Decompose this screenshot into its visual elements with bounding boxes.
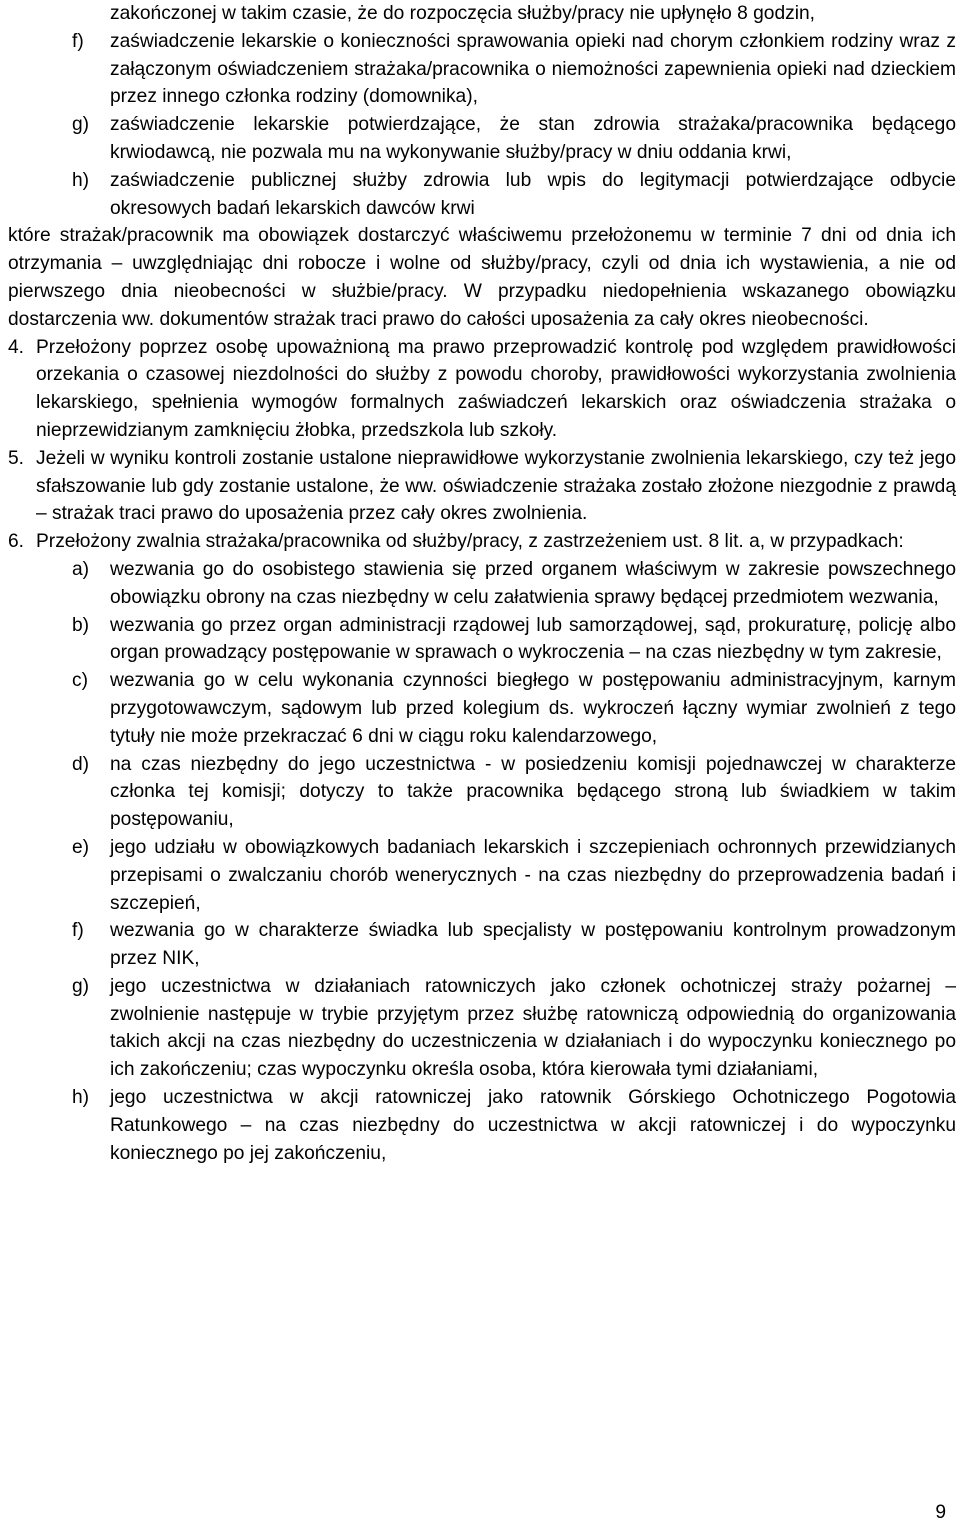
page-number: 9: [935, 1502, 946, 1524]
sub-item-text: jego uczestnictwa w akcji ratowniczej jako ratownik Górskiego Ochotniczego Pogotowia Ratunkowego – na czas niezbędny do uczestnictwa w akcji ratowniczej i do wypoczynku koniecznego po jej zakończeniu,: [110, 1087, 956, 1164]
list-item: [8, 28, 956, 111]
sub-item-text: na czas niezbędny do jego uczestnictwa - w posiedzeniu komisji pojednawczej w charakterze członka tej komisji; dotyczy to także pracownika będącego stroną lub świadkiem w takim postępowaniu,: [110, 753, 956, 831]
numbered-item-text: Przełożony zwalnia strażaka/pracownika od służby/pracy, z zastrzeżeniem ust. 8 lit. a, w przypadkach:: [36, 531, 904, 553]
numbered-item: [8, 528, 956, 556]
continuation-text: zakończonej w takim czasie, że do rozpoczęcia służby/pracy nie upłynęło 8 godzin,: [110, 3, 815, 24]
sub-item-text: jego uczestnictwa w działaniach ratowniczych jako członek ochotniczej straży pożarnej – zwolnienie następuje w trybie przyjętym przez służbę ratowniczą odpowiednią do organizowania takich akcji na czas niezbędny do uczestniczenia w działaniach i do wypoczynku koniecznego po ich zakończeniu; czas wypoczynku określa osoba, która kierowała tymi działaniami,: [110, 975, 956, 1081]
list-item: [8, 111, 956, 167]
sub-item: [8, 751, 956, 834]
list-item-text: zaświadczenie publicznej służby zdrowia lub wpis do legitymacji potwierdzające odbycie okresowych badań lekarskich dawców krwi: [110, 169, 956, 219]
sub-item-label: f): [72, 920, 84, 942]
list-item: [8, 167, 956, 223]
document-page: [8, 0, 956, 1167]
sub-item: [8, 667, 956, 750]
numbered-item-text: Przełożony poprzez osobę upoważnioną ma prawo przeprowadzić kontrolę pod względem prawidłowości orzekania o czasowej niezdolności do służby z powodu choroby, prawidłowości wykorzystania zwolnienia lekarskiego, spełnienia wymogów formalnych zaświadczeń lekarskich oraz oświadczenia strażaka o nieprzewidzianym zamknięciu żłobka, przedszkola lub szkoły.: [36, 336, 956, 441]
sub-item-text: wezwania go przez organ administracji rządowej lub samorządowej, sąd, prokuraturę, policję albo organ prowadzący postępowanie w sprawach o wykroczenia – na czas niezbędny w tym zakresie,: [110, 614, 956, 664]
list-item-label: f): [72, 30, 84, 52]
sub-item: [8, 973, 956, 1084]
numbered-item-label: 6.: [8, 531, 25, 553]
sub-item: [8, 556, 956, 612]
top-list: [8, 28, 956, 223]
list-item-text: zaświadczenie lekarskie potwierdzające, że stan zdrowia strażaka/pracownika będącego krwiodawcą, nie pozwala mu na wykonywanie służby/pracy w dniu oddania krwi,: [110, 114, 956, 163]
numbered-item-label: 4.: [8, 336, 25, 358]
sub-item-label: h): [72, 1087, 90, 1109]
sub-item: [8, 612, 956, 668]
list-item-text: zaświadczenie lekarskie o konieczności sprawowania opieki nad chorym członkiem rodziny wraz z załączonym oświadczeniem strażaka/pracownika o niemożności zapewnienia opieki nad dzieckiem przez innego członka rodziny (domownika),: [110, 30, 956, 108]
sub-item-label: e): [72, 836, 90, 858]
sub-item-text: wezwania go do osobistego stawienia się przed organem właściwym w zakresie powszechnego obowiązku obrony na czas niezbędny w celu załatwienia sprawy będącej przedmiotem wezwania,: [110, 558, 956, 608]
sub-item: [8, 917, 956, 973]
list-item-label: g): [72, 114, 90, 136]
sub-item-label: c): [72, 670, 88, 692]
numbered-item-text: Jeżeli w wyniku kontroli zostanie ustalone nieprawidłowe wykorzystanie zwolnienia lekarskiego, czy też jego sfałszowanie lub gdy zostanie ustalone, że ww. oświadczenie strażaka zostało złożone niezgodnie z prawdą – strażak traci prawo do uposażenia przez cały okres zwolnienia.: [36, 447, 956, 525]
sub-item-label: g): [72, 975, 90, 997]
sub-item-label: a): [72, 558, 90, 580]
sub-item-text: wezwania go w charakterze świadka lub specjalisty w postępowaniu kontrolnym prowadzonym przez NIK,: [110, 920, 956, 970]
sub-list: [8, 556, 956, 1168]
sub-item-text: wezwania go w celu wykonania czynności biegłego w postępowaniu administracyjnym, karnym przygotowawczym, sądowym lub przed kolegium ds. wykroczeń łączny wymiar zwolnień z tego tytuły nie może przekraczać 6 dni w ciągu roku kalendarzowego,: [110, 670, 956, 747]
numbered-item: [8, 445, 956, 528]
sub-item-text: jego udziału w obowiązkowych badaniach lekarskich i szczepieniach ochronnych przewidzianych przepisami o zwalczaniu chorób wenerycznych - na czas niezbędny do przeprowadzenia badań i szczepień,: [110, 836, 956, 914]
numbered-item-label: 5.: [8, 447, 25, 469]
sub-item: [8, 834, 956, 917]
body-paragraph: które strażak/pracownik ma obowiązek dostarczyć właściwemu przełożonemu w terminie 7 dni od dnia ich otrzymania – uwzględniając dni robocze i wolne od służby/pracy, czyli od dnia ich wystawienia, a nie od pierwszego dnia nieobecności w służbie/pracy. W przypadku niedopełnienia wskazanego obowiązku dostarczenia ww. dokumentów strażak traci prawo do całości uposażenia za cały okres nieobecności.: [8, 225, 956, 330]
sub-item-label: b): [72, 614, 90, 636]
numbered-list: [8, 334, 956, 556]
sub-item-label: d): [72, 753, 90, 775]
sub-item: [8, 1084, 956, 1167]
list-item-label: h): [72, 169, 90, 191]
numbered-item: [8, 334, 956, 445]
